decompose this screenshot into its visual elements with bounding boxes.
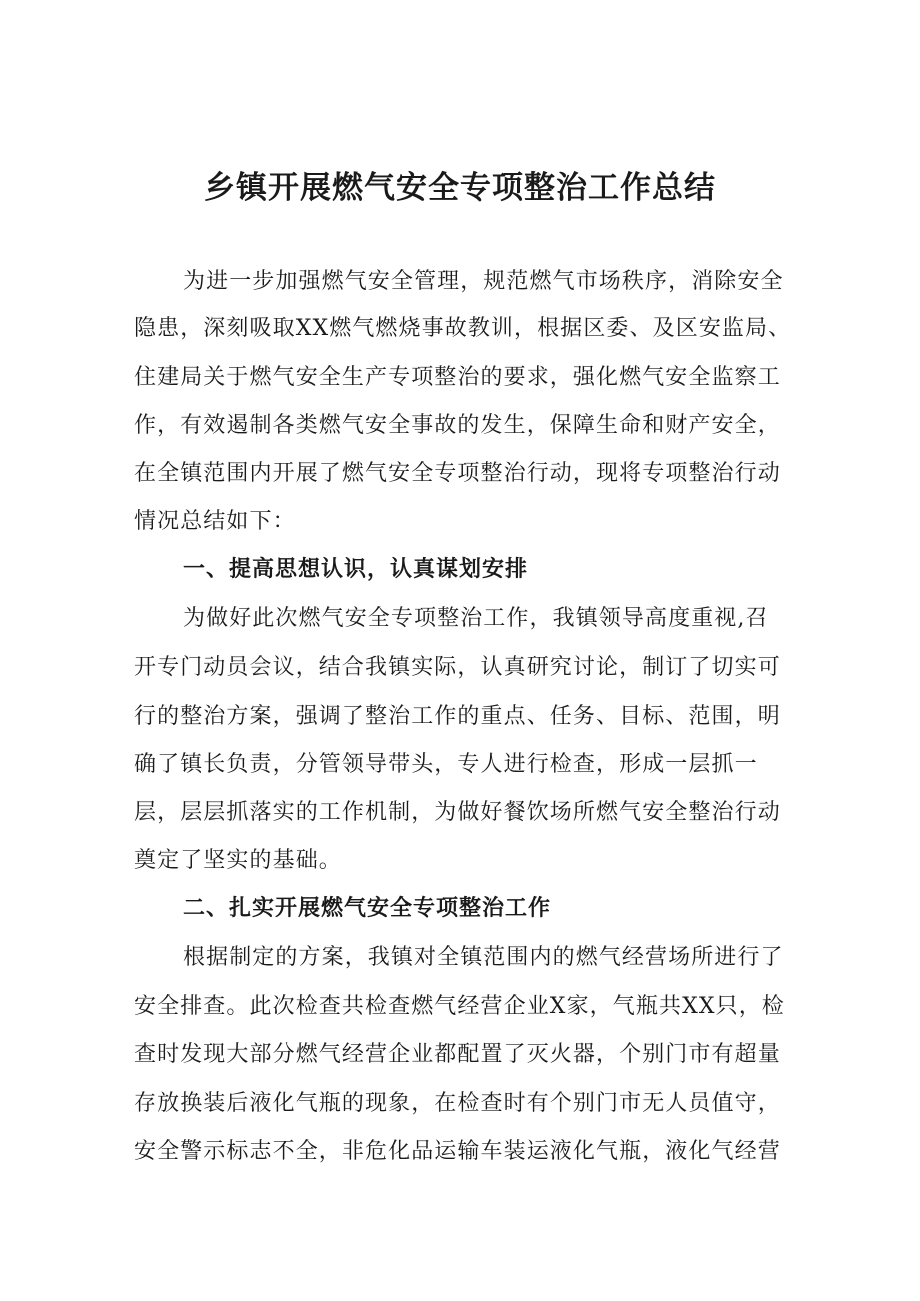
document-title: 乡镇开展燃气安全专项整治工作总结 [204, 170, 716, 206]
section-1-line: 为做好此次燃气安全专项整治工作，我镇领导高度重视,召 [183, 606, 769, 631]
section-1-line: 奠定了坚实的基础。 [134, 848, 342, 873]
intro-line: 隐患，深刻吸取XX燃气燃烧事故教训，根据区委、及区安监局、 [134, 316, 792, 341]
intro-line: 情况总结如下： [134, 509, 296, 534]
section-1-line: 开专门动员会议，结合我镇实际，认真研究讨论，制订了切实可 [134, 655, 781, 680]
intro-line: 在全镇范围内开展了燃气安全专项整治行动，现将专项整治行动 [134, 461, 781, 486]
section-heading-2: 二、扎实开展燃气安全专项整治工作 [183, 896, 552, 921]
section-1-line: 行的整治方案，强调了整治工作的重点、任务、目标、范围，明 [134, 704, 781, 729]
section-2-line: 存放换装后液化气瓶的现象，在检查时有个别门市无人员值守， [134, 1091, 781, 1116]
intro-line: 住建局关于燃气安全生产专项整治的要求，强化燃气安全监察工 [134, 365, 781, 390]
section-heading-1: 一、提高思想认识，认真谋划安排 [183, 557, 529, 582]
section-1-line: 层，层层抓落实的工作机制，为做好餐饮场所燃气安全整治行动 [134, 800, 781, 825]
section-1-line: 确了镇长负责，分管领导带头，专人进行检查，形成一层抓一 [134, 752, 758, 777]
section-2-line: 安全警示标志不全，非危化品运输车装运液化气瓶，液化气经营 [134, 1139, 781, 1164]
section-2-line: 根据制定的方案，我镇对全镇范围内的燃气经营场所进行了 [183, 945, 784, 970]
intro-line: 为进一步加强燃气安全管理，规范燃气市场秩序，消除安全 [183, 269, 784, 294]
intro-line: 作，有效遏制各类燃气安全事故的发生，保障生命和财产安全， [134, 413, 781, 438]
section-2-line: 查时发现大部分燃气经营企业都配置了灭火器，个别门市有超量 [134, 1042, 781, 1067]
section-2-line: 安全排查。此次检查共检查燃气经营企业X家，气瓶共XX只，检 [134, 994, 785, 1019]
